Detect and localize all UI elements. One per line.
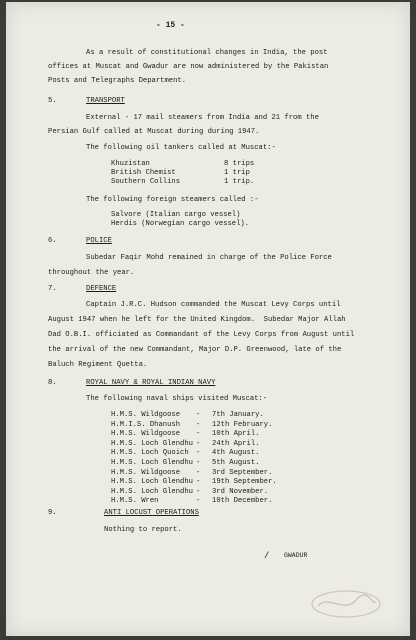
ship-name: H.M.S. Wildgoose — [111, 468, 181, 477]
foreign-steamer: Herdis (Norwegian cargo vessel). — [111, 220, 250, 228]
section-7-para-line-1: Captain J.R.C. Hudson commanded the Muscat Levy Corps until — [86, 301, 341, 309]
faint-stamp-mark — [306, 584, 384, 624]
ship-name: H.M.S. Wren — [111, 497, 159, 506]
section-5-heading: TRANSPORT — [86, 97, 125, 105]
section-7-para-line-4: the arrival of the new Commandant, Major D.P. Greenwood, late of the — [48, 346, 342, 354]
section-5-number: 5. — [48, 97, 57, 105]
ship-visit-date: 10th December. — [212, 497, 273, 506]
intro-line-2: offices at Muscat and Gwadur are now administered by the Pakistan — [48, 63, 329, 71]
tanker-trips: 1 trip. — [224, 178, 255, 186]
ship-visit-date: 7th January. — [212, 411, 264, 419]
section-9-heading: ANTI LOCUST OPERATIONS — [104, 509, 199, 517]
intro-line-1: As a result of constitutional changes in India, the post — [86, 49, 328, 57]
section-7-heading: DEFENCE — [86, 285, 117, 293]
ship-name: H.M.S. Wildgoose — [111, 411, 181, 419]
ship-dash: - — [196, 439, 201, 448]
ship-dash: - — [196, 487, 201, 496]
tanker-name: Khuzistan — [111, 160, 150, 168]
ship-name: H.M.I.S. Dhanush — [111, 420, 181, 429]
tanker-trips: 8 trips — [224, 160, 255, 168]
section-7-para-line-5: Baluch Regiment Quetta. — [48, 361, 148, 369]
foreign-steamer: Salvore (Italian cargo vessel) — [111, 211, 241, 219]
footer-slash: / — [264, 551, 270, 561]
section-8-number: 8. — [48, 379, 57, 387]
section-6-number: 6. — [48, 237, 57, 245]
ships-intro: The following naval ships visited Muscat:- — [86, 395, 268, 403]
ship-dash: - — [196, 459, 201, 467]
ship-visit-date: 4th August. — [212, 449, 260, 458]
ship-visit-date: 24th April. — [212, 439, 260, 448]
tanker-name: Southern Collins — [111, 178, 181, 186]
footer-ref: GWADUR — [284, 552, 308, 559]
section-9-text: Nothing to report. — [104, 526, 182, 534]
section-5-para-line-1: External - 17 mail steamers from India and 21 from the — [86, 114, 319, 122]
ship-dash: - — [196, 468, 201, 477]
ship-name: H.M.S. Wildgoose — [111, 430, 181, 439]
section-7-number: 7. — [48, 285, 57, 293]
section-8-heading: ROYAL NAVY & ROYAL INDIAN NAVY — [86, 379, 216, 387]
ship-name: H.M.S. Loch Glendhu — [111, 459, 193, 467]
document-page — [6, 2, 410, 636]
section-7-para-line-2: August 1947 when he left for the United Kingdom. Subedar Major Allah — [48, 316, 346, 324]
intro-line-3: Posts and Telegraphs Department. — [48, 77, 187, 85]
tanker-name: British Chemist — [111, 169, 176, 177]
ship-dash: - — [196, 430, 201, 439]
section-6-para-line-2: throughout the year. — [48, 269, 135, 277]
ship-visit-date: 10th April. — [212, 430, 260, 439]
ship-name: H.M.S. Loch Glendhu — [111, 478, 193, 487]
ship-visit-date: 19th September. — [212, 478, 277, 487]
page-number: - 15 - — [156, 21, 185, 30]
section-6-para-line-1: Subedar Faqir Mohd remained in charge of the Police Force — [86, 254, 332, 262]
ship-visit-date: 12th February. — [212, 420, 273, 429]
ship-dash: - — [196, 411, 201, 419]
ship-dash: - — [196, 420, 201, 429]
ship-dash: - — [196, 497, 201, 506]
ship-visit-date: 5th August. — [212, 459, 260, 467]
tankers-intro: The following oil tankers called at Muscat:- — [86, 144, 276, 152]
section-5-para-line-2: Persian Gulf called at Muscat during during 1947. — [48, 128, 260, 136]
ship-name: H.M.S. Loch Quoich — [111, 449, 189, 458]
ship-name: H.M.S. Loch Glendhu — [111, 487, 193, 496]
ship-dash: - — [196, 449, 201, 458]
tanker-trips: 1 trip — [224, 169, 250, 177]
section-7-para-line-3: Dad O.B.I. officiated as Commandant of the Levy Corps from August until — [48, 331, 355, 339]
section-6-heading: POLICE — [86, 237, 112, 245]
foreign-steamers-intro: The following foreign steamers called :- — [86, 196, 259, 204]
ship-visit-date: 3rd September. — [212, 468, 273, 477]
ship-visit-date: 3rd November. — [212, 487, 269, 496]
ship-dash: - — [196, 478, 201, 487]
ship-name: H.M.S. Loch Glendhu — [111, 439, 193, 448]
section-9-number: 9. — [48, 509, 57, 517]
